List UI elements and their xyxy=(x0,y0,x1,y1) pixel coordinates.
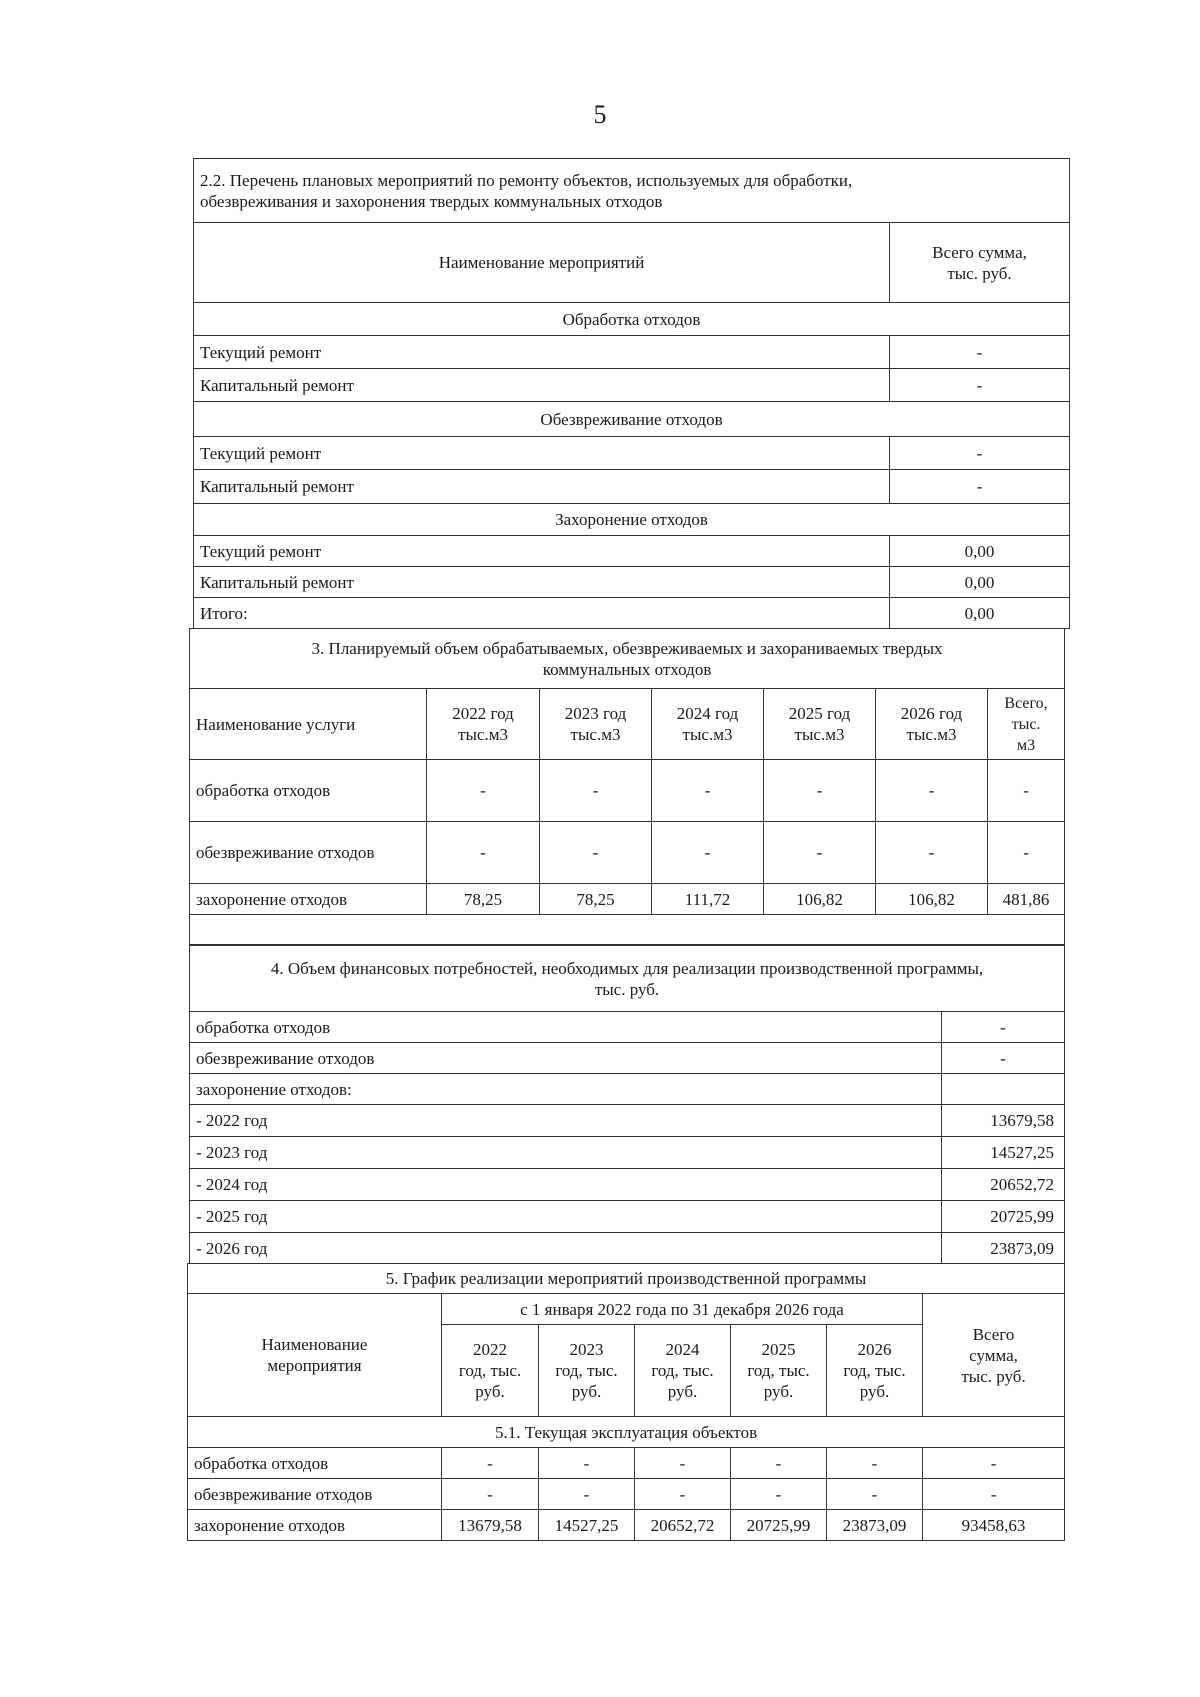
column-header-measures: Наименование мероприятий xyxy=(194,223,890,303)
table-cell: - xyxy=(442,1479,539,1510)
measure-name: Текущий ремонт xyxy=(194,536,890,567)
table-cell: - xyxy=(731,1479,827,1510)
table-cell: - xyxy=(923,1479,1065,1510)
column-header-service: Наименование услуги xyxy=(190,689,427,760)
table-cell: - xyxy=(442,1448,539,1479)
total-row xyxy=(194,598,1070,629)
measure-name: обезвреживание отходов xyxy=(188,1479,442,1510)
row-label: обезвреживание отходов xyxy=(190,1043,942,1074)
financial-needs-table xyxy=(189,945,1065,1264)
table-cell: - xyxy=(427,760,540,822)
column-header-measure: Наименование мероприятия xyxy=(188,1294,442,1417)
repair-measures-table xyxy=(193,158,1070,629)
table-cell: - xyxy=(635,1479,731,1510)
row-label: захоронение отходов: xyxy=(190,1074,942,1105)
period-header: с 1 января 2022 года по 31 декабря 2026 года xyxy=(442,1294,923,1325)
column-header-year: 2025 год тыс.м3 xyxy=(764,689,876,760)
table-cell: - xyxy=(764,760,876,822)
column-header-total: Всего сумма, тыс. руб. xyxy=(923,1294,1065,1417)
table-cell: - xyxy=(539,1448,635,1479)
column-header-year: 2026 год, тыс. руб. xyxy=(827,1325,923,1417)
column-header-total: Всего сумма, тыс. руб. xyxy=(890,223,1070,303)
measure-name: Текущий ремонт xyxy=(194,437,890,470)
column-header-year: 2025 год, тыс. руб. xyxy=(731,1325,827,1417)
table-row xyxy=(188,1448,1065,1479)
total-value: 0,00 xyxy=(890,598,1070,629)
table-cell: 78,25 xyxy=(540,884,652,915)
table-row xyxy=(194,470,1070,504)
row-label: обработка отходов xyxy=(190,1012,942,1043)
table-cell: 111,72 xyxy=(652,884,764,915)
table-cell: - xyxy=(539,1479,635,1510)
row-label: - 2024 год xyxy=(190,1169,942,1201)
column-header-year: 2022 год тыс.м3 xyxy=(427,689,540,760)
section-2-2-title: 2.2. Перечень плановых мероприятий по ремонту объектов, используемых для обработки, обезвреживания и захоронения твердых коммунальных отходов xyxy=(194,159,1070,223)
table-cell: - xyxy=(876,760,988,822)
page-number: 5 xyxy=(593,100,607,129)
row-value: 20652,72 xyxy=(942,1169,1065,1201)
row-value: - xyxy=(942,1043,1065,1074)
table-row xyxy=(190,884,1065,915)
table-row xyxy=(190,1137,1065,1169)
group-title: Обработка отходов xyxy=(194,303,1070,336)
table-row xyxy=(190,1233,1065,1264)
section-4-title: 4. Объем финансовых потребностей, необходимых для реализации производственной программы, тыс. руб. xyxy=(190,946,1065,1012)
table-row xyxy=(194,567,1070,598)
column-header-year: 2024 год, тыс. руб. xyxy=(635,1325,731,1417)
column-header-year: 2023 год, тыс. руб. xyxy=(539,1325,635,1417)
column-header-total: Всего, тыс. м3 xyxy=(988,689,1065,760)
table-cell: 13679,58 xyxy=(442,1510,539,1541)
column-header-year: 2024 год тыс.м3 xyxy=(652,689,764,760)
measure-value: - xyxy=(890,369,1070,402)
table-cell: - xyxy=(827,1479,923,1510)
row-value: 14527,25 xyxy=(942,1137,1065,1169)
table-cell: - xyxy=(540,822,652,884)
section-3-title: 3. Планируемый объем обрабатываемых, обезвреживаемых и захораниваемых твердых коммунальных отходов xyxy=(190,629,1065,689)
row-label: - 2025 год xyxy=(190,1201,942,1233)
table-row xyxy=(190,1012,1065,1043)
measure-value: - xyxy=(890,437,1070,470)
table-cell: - xyxy=(731,1448,827,1479)
table-cell: 78,25 xyxy=(427,884,540,915)
table-row xyxy=(194,369,1070,402)
table-cell: - xyxy=(652,822,764,884)
measure-name: обработка отходов xyxy=(188,1448,442,1479)
table-row xyxy=(190,1074,1065,1105)
measure-name: Капитальный ремонт xyxy=(194,470,890,504)
row-label: - 2026 год xyxy=(190,1233,942,1264)
section-5-title: 5. График реализации мероприятий производственной программы xyxy=(188,1264,1065,1294)
service-name: обезвреживание отходов xyxy=(190,822,427,884)
empty-spacer-row xyxy=(190,915,1065,945)
measure-value: - xyxy=(890,470,1070,504)
group-title: Обезвреживание отходов xyxy=(194,402,1070,437)
subsection-title: 5.1. Текущая эксплуатация объектов xyxy=(188,1417,1065,1448)
table-cell: - xyxy=(923,1448,1065,1479)
table-row xyxy=(190,1043,1065,1074)
row-value xyxy=(942,1074,1065,1105)
group-title: Захоронение отходов xyxy=(194,504,1070,536)
planned-volume-table xyxy=(189,628,1065,945)
measure-name: Капитальный ремонт xyxy=(194,369,890,402)
measure-value: - xyxy=(890,336,1070,369)
row-value: 13679,58 xyxy=(942,1105,1065,1137)
table-cell: 481,86 xyxy=(988,884,1065,915)
measure-name: Текущий ремонт xyxy=(194,336,890,369)
table-cell: 106,82 xyxy=(764,884,876,915)
table-cell: 14527,25 xyxy=(539,1510,635,1541)
table-cell: - xyxy=(427,822,540,884)
column-header-year: 2023 год тыс.м3 xyxy=(540,689,652,760)
table-row xyxy=(194,536,1070,567)
table-cell: - xyxy=(988,822,1065,884)
row-value: - xyxy=(942,1012,1065,1043)
table-cell: - xyxy=(827,1448,923,1479)
table-cell: - xyxy=(988,760,1065,822)
table-cell: 93458,63 xyxy=(923,1510,1065,1541)
table-cell: - xyxy=(635,1448,731,1479)
measure-value: 0,00 xyxy=(890,567,1070,598)
row-label: - 2023 год xyxy=(190,1137,942,1169)
table-cell: 23873,09 xyxy=(827,1510,923,1541)
column-header-year: 2026 год тыс.м3 xyxy=(876,689,988,760)
implementation-schedule-table xyxy=(187,1263,1065,1541)
service-name: захоронение отходов xyxy=(190,884,427,915)
measure-name: захоронение отходов xyxy=(188,1510,442,1541)
table-row xyxy=(190,822,1065,884)
total-label: Итого: xyxy=(194,598,890,629)
measure-name: Капитальный ремонт xyxy=(194,567,890,598)
table-cell: - xyxy=(540,760,652,822)
row-label: - 2022 год xyxy=(190,1105,942,1137)
table-cell: - xyxy=(876,822,988,884)
measure-value: 0,00 xyxy=(890,536,1070,567)
table-cell: 20725,99 xyxy=(731,1510,827,1541)
table-row xyxy=(194,437,1070,470)
row-value: 20725,99 xyxy=(942,1201,1065,1233)
row-value: 23873,09 xyxy=(942,1233,1065,1264)
table-row xyxy=(190,1169,1065,1201)
table-row xyxy=(190,1201,1065,1233)
service-name: обработка отходов xyxy=(190,760,427,822)
table-cell: - xyxy=(764,822,876,884)
column-header-year: 2022 год, тыс. руб. xyxy=(442,1325,539,1417)
table-row xyxy=(194,336,1070,369)
table-cell: 106,82 xyxy=(876,884,988,915)
table-cell: - xyxy=(652,760,764,822)
table-row xyxy=(190,760,1065,822)
table-row xyxy=(188,1479,1065,1510)
table-row xyxy=(188,1510,1065,1541)
table-row xyxy=(190,1105,1065,1137)
table-cell: 20652,72 xyxy=(635,1510,731,1541)
